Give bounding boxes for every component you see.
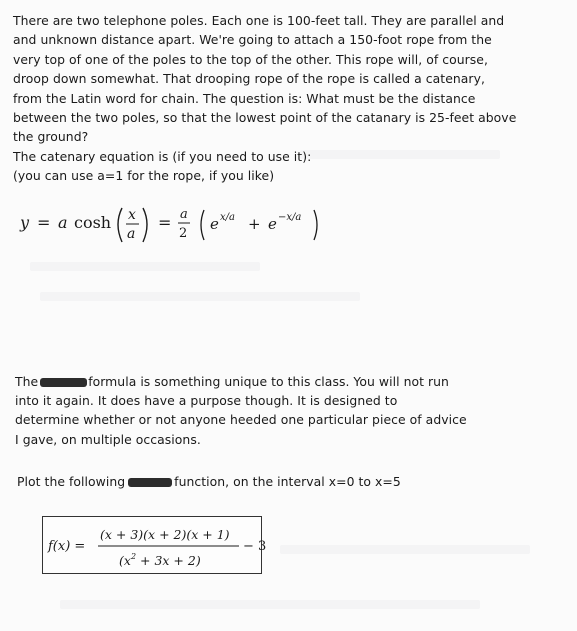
f-denominator [119,552,201,568]
eq-plus: + [248,215,261,233]
problem-line: very top of one of the poles to the top of the other. This rope will, of course, [13,51,488,67]
eq-exp2: −x/a [278,212,302,223]
paren-right [143,208,147,242]
bleed-through [280,545,530,554]
note-paragraph [15,372,560,449]
eq-exp1: x/a [220,212,235,223]
redaction-mark [128,478,172,487]
redaction-mark [40,378,87,387]
f-den-pre: (x [119,553,131,568]
eq-y: y [20,213,30,232]
eq-e2: e [268,215,277,233]
eq-a: a [58,213,68,232]
note-the: The [15,374,39,389]
bleed-through [30,262,260,271]
eq-equals: = [37,213,51,232]
problem-line: the ground? [13,129,89,145]
note-line [15,372,560,391]
problem-line: between the two poles, so that the lowest point of the catanary is 25-feet above [13,110,517,126]
paren-left-2 [201,210,204,240]
bleed-through [40,292,360,301]
problem-line: There are two telephone poles. Each one is 100-feet tall. They are parallel and [13,13,505,28]
eq-cosh: cosh [74,213,112,232]
catenary-equation [18,200,358,250]
f-den-exp: 2 [130,552,137,561]
plot-line [17,472,569,491]
bleed-through [60,600,480,609]
problem-line: droop down somewhat. That drooping rope of the rope is called a catenary, [13,71,485,87]
paren-right-2 [314,210,317,240]
f-lhs: f(x) = [48,539,86,554]
f-den-post: + 3x + 2) [136,553,201,568]
note-line: I gave, on multiple occasions. [15,431,201,447]
f-numerator: (x + 3)(x + 2)(x + 1) [100,527,230,542]
eq-frac-den: a [127,226,136,242]
eq-half-den: 2 [179,226,188,241]
eq-frac-num: x [128,207,136,223]
paren-left [118,208,122,242]
eq-equals-2: = [158,213,172,232]
f-tail: − 3 [243,539,267,554]
problem-statement [13,11,565,186]
plot-pre: Plot the following [17,474,126,489]
eq-half-num: a [180,207,188,222]
plot-instruction [17,472,569,491]
function-box [42,516,267,574]
note-line: determine whether or not anyone heeded one particular piece of advice [15,412,467,428]
problem-line: from the Latin word for chain. The question is: What must be the distance [13,90,476,106]
eq-e1: e [210,215,219,233]
problem-line: (you can use a=1 for the rope, if you like) [13,168,275,184]
note-rest: formula is something unique to this class. You will not run [88,374,449,389]
note-line: into it again. It does have a purpose though. It is designed to [15,393,398,409]
plot-post: function, on the interval x=0 to x=5 [174,474,401,489]
problem-line: The catenary equation is (if you need to use it): [13,148,312,164]
problem-line: and unknown distance apart. We're going to attach a 150-foot rope from the [13,32,492,48]
